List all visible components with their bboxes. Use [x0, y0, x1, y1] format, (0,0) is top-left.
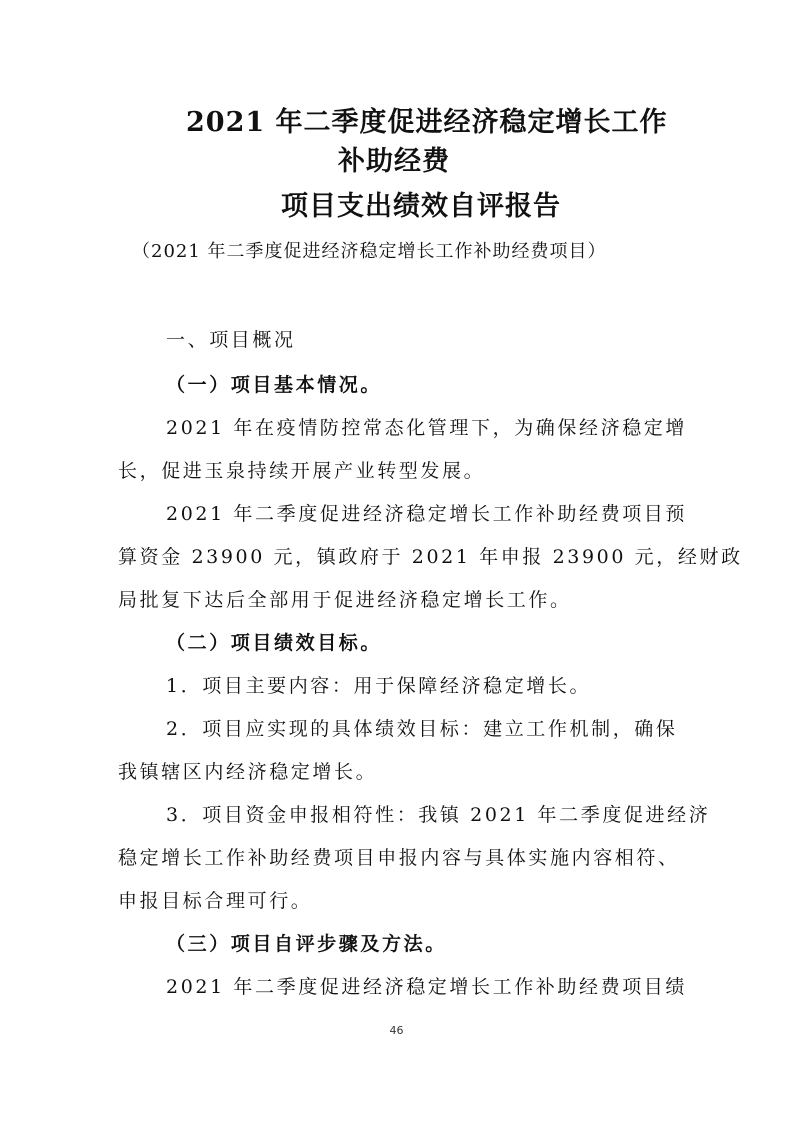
report-subtitle: （2021 年二季度促进经济稳定增长工作补助经费项目）	[132, 241, 607, 262]
report-title-line-3: 项目支出绩效自评报告	[281, 191, 561, 222]
page-number: 46	[389, 1024, 404, 1037]
paragraph-line: 2021 年在疫情防控常态化管理下，为确保经济稳定增	[166, 417, 687, 439]
list-item: 2．项目应实现的具体绩效目标：建立工作机制，确保	[166, 718, 678, 740]
report-title-line-1: 2021 年二季度促进经济稳定增长工作	[186, 107, 668, 138]
list-item: 1．项目主要内容：用于保障经济稳定增长。	[166, 675, 592, 697]
paragraph-line: 长，促进玉泉持续开展产业转型发展。	[118, 460, 486, 482]
list-item-continuation: 申报目标合理可行。	[118, 890, 313, 912]
subsection-heading-method: （三）项目自评步骤及方法。	[166, 933, 447, 955]
paragraph-line: 2021 年二季度促进经济稳定增长工作补助经费项目预	[166, 503, 687, 525]
report-title-line-2: 补助经费	[338, 146, 450, 177]
section-heading-overview: 一、项目概况	[166, 329, 296, 351]
subsection-heading-goals: （二）项目绩效目标。	[166, 632, 383, 654]
list-item: 3．项目资金申报相符性：我镇 2021 年二季度促进经济	[166, 804, 711, 826]
paragraph-line: 算资金 23900 元，镇政府于 2021 年申报 23900 元，经财政	[118, 546, 743, 568]
subsection-heading-basic: （一）项目基本情况。	[166, 374, 383, 396]
paragraph-line: 2021 年二季度促进经济稳定增长工作补助经费项目绩	[166, 976, 687, 998]
list-item-continuation: 稳定增长工作补助经费项目申报内容与具体实施内容相符、	[118, 847, 680, 869]
paragraph-line: 局批复下达后全部用于促进经济稳定增长工作。	[118, 589, 572, 611]
list-item-continuation: 我镇辖区内经济稳定增长。	[118, 761, 378, 783]
